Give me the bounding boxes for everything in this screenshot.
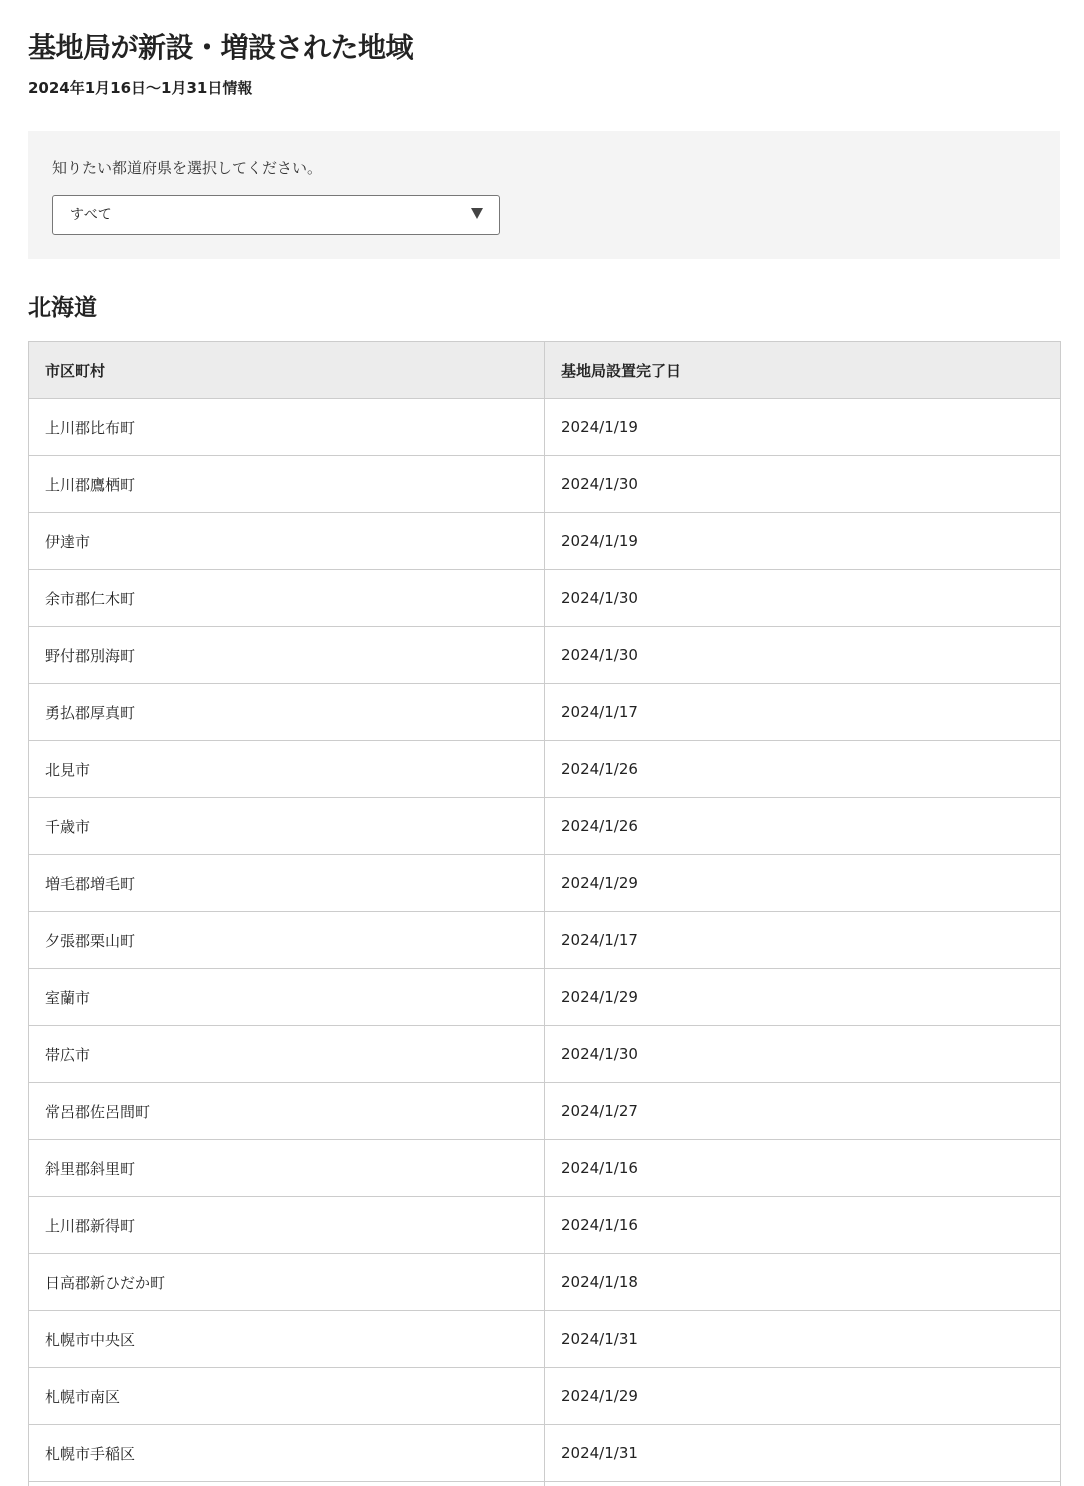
- table-row: [29, 798, 1061, 855]
- city-cell: 上川郡比布町: [29, 399, 545, 456]
- table-row: [29, 855, 1061, 912]
- date-cell: 2024/1/29: [545, 969, 1061, 1026]
- city-cell: 北見市: [29, 741, 545, 798]
- date-cell: 2024/1/27: [545, 1083, 1061, 1140]
- page-title: 基地局が新設・増設された地域: [28, 31, 414, 64]
- city-cell: 日高郡新ひだか町: [29, 1254, 545, 1311]
- table-row: [29, 684, 1061, 741]
- table-body: [29, 399, 1061, 1486]
- city-cell: 増毛郡増毛町: [29, 855, 545, 912]
- date-cell: 2024/1/17: [545, 912, 1061, 969]
- region-heading: 北海道: [28, 295, 97, 321]
- city-cell: 上川郡新得町: [29, 1197, 545, 1254]
- date-cell: 2024/1/31: [545, 1425, 1061, 1482]
- date-cell: 2024/1/18: [545, 1254, 1061, 1311]
- date-cell: 2024/1/16: [545, 1140, 1061, 1197]
- city-cell: [29, 1482, 545, 1486]
- date-cell: 2024/1/31: [545, 1311, 1061, 1368]
- date-cell: 2024/1/17: [545, 684, 1061, 741]
- prefecture-select[interactable]: [52, 195, 500, 235]
- table-row: [29, 1254, 1061, 1311]
- date-cell: 2024/1/30: [545, 570, 1061, 627]
- date-cell: 2024/1/16: [545, 1197, 1061, 1254]
- table-header-row: [29, 342, 1061, 399]
- table-row: [29, 741, 1061, 798]
- table-row: [29, 570, 1061, 627]
- page-subtitle: 2024年1月16日〜1月31日情報: [28, 79, 253, 97]
- base-station-table-wrap: [28, 341, 1060, 1486]
- city-cell: 夕張郡栗山町: [29, 912, 545, 969]
- date-cell: 2024/1/26: [545, 741, 1061, 798]
- city-cell: 札幌市南区: [29, 1368, 545, 1425]
- date-cell: 2024/1/29: [545, 855, 1061, 912]
- table-row: [29, 1482, 1061, 1486]
- prefecture-filter-panel: [28, 131, 1060, 259]
- table-row: [29, 627, 1061, 684]
- table-row: [29, 1026, 1061, 1083]
- city-cell: 斜里郡斜里町: [29, 1140, 545, 1197]
- city-cell: 勇払郡厚真町: [29, 684, 545, 741]
- city-cell: 札幌市手稲区: [29, 1425, 545, 1482]
- date-cell: 2024/1/30: [545, 456, 1061, 513]
- table-row: [29, 456, 1061, 513]
- table-row: [29, 1083, 1061, 1140]
- date-cell: 2024/1/19: [545, 399, 1061, 456]
- triangle-down-icon: [471, 208, 483, 219]
- base-station-table: [28, 341, 1061, 1486]
- date-cell: [545, 1482, 1061, 1486]
- city-cell: 千歳市: [29, 798, 545, 855]
- table-row: [29, 1368, 1061, 1425]
- date-cell: 2024/1/26: [545, 798, 1061, 855]
- date-cell: 2024/1/29: [545, 1368, 1061, 1425]
- date-cell: 2024/1/30: [545, 1026, 1061, 1083]
- column-header-city: 市区町村: [29, 342, 545, 399]
- city-cell: 常呂郡佐呂間町: [29, 1083, 545, 1140]
- column-header-date: 基地局設置完了日: [545, 342, 1061, 399]
- table-row: [29, 912, 1061, 969]
- prefecture-select-value: すべて: [70, 207, 112, 223]
- city-cell: 上川郡鷹栖町: [29, 456, 545, 513]
- city-cell: 余市郡仁木町: [29, 570, 545, 627]
- table-row: [29, 399, 1061, 456]
- city-cell: 野付郡別海町: [29, 627, 545, 684]
- table-row: [29, 1140, 1061, 1197]
- table-row: [29, 969, 1061, 1026]
- date-cell: 2024/1/30: [545, 627, 1061, 684]
- date-cell: 2024/1/19: [545, 513, 1061, 570]
- city-cell: 帯広市: [29, 1026, 545, 1083]
- city-cell: 伊達市: [29, 513, 545, 570]
- table-row: [29, 1311, 1061, 1368]
- city-cell: 室蘭市: [29, 969, 545, 1026]
- table-row: [29, 513, 1061, 570]
- prefecture-filter-label: 知りたい都道府県を選択してください。: [52, 159, 323, 177]
- city-cell: 札幌市中央区: [29, 1311, 545, 1368]
- table-row: [29, 1197, 1061, 1254]
- table-row: [29, 1425, 1061, 1482]
